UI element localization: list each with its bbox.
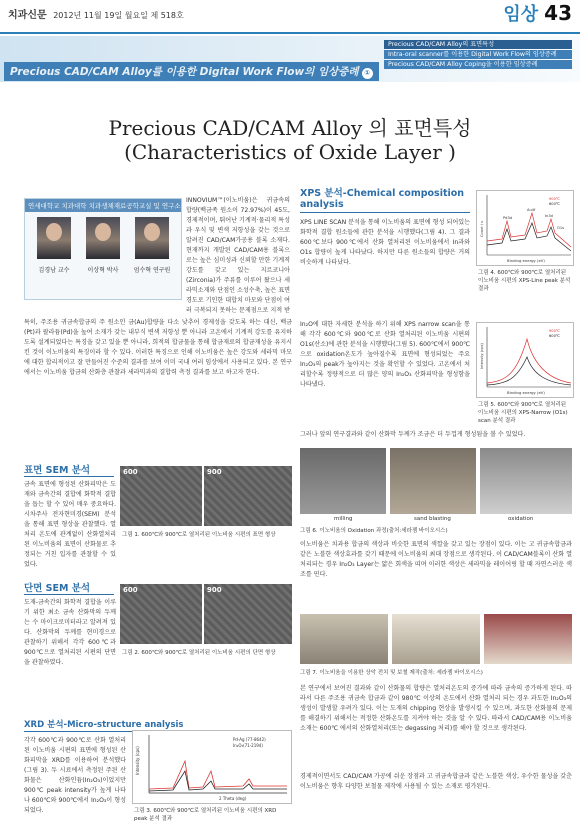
photo-label: sand blasting bbox=[414, 516, 451, 522]
photo-milling bbox=[300, 448, 386, 514]
figure-5-caption: 그림 5. 600℃와 900℃로 열처리된 이노비움 시편의 XPS-Narrow (O1s) scan 분석 결과 bbox=[478, 402, 568, 424]
photo-oxidation bbox=[480, 448, 572, 514]
xps-xlabel: Binding energy (eV) bbox=[507, 258, 545, 263]
sem-paragraph: 금속 표면에 형성된 산화피막은 도재와 금속간의 결합에 화학적 결합을 돕는 할 수 있어 매우 중요하다. 시차주사 전자현미경(SEM) 분석을 통해 표면 형상을 관찰했다. 열처리 온도에 관계없이 산화열처리된 이노비움의 표면이 산화물로 추정되는 거친 입자를 관찰할 수 있었다. bbox=[24, 481, 116, 568]
xps-legend-600: 600℃ bbox=[549, 202, 560, 206]
author-box bbox=[24, 198, 182, 300]
intro-paragraph-2: 특히, 주조용 귀금속합금의 주 원소인 금(Au)합량을 다소 낮추어 경제성을 갖도록 하는 대신, 백금(Pt)과 팔라듐(Pd)을 높여 소재가 갖는 내부식 변색 저항성 뿐 아니라 고온에서 기계적 강도를 유지하도록 설계되었다는 특징을 갖고 있을 뿐 아니라, 희적의 합금물을 통해 합금재료의 합금재성을 유지시킨 것이 이노비움의 특징이라 할 수 있다. 이러한 특징으로 인해 이노비움은 높은 강도와 세라믹 마모에 대한 합리적이고 잘 만들어진 수준의 결과를 보여 이미 국내 여러 임상에서 사용되고 있다. 본 연구에서는 이노비움 합금의 산화층 관찰과 세라믹과의 결합력 측정 결과를 보고 하고자 한다. bbox=[24, 319, 292, 376]
section-heading-sem: 표면 SEM 분석 bbox=[24, 465, 91, 476]
article-title-main: Precious CAD/CAM Alloy 의 표면특성 bbox=[108, 116, 472, 140]
page-header-right bbox=[503, 0, 572, 26]
conclusion-paragraph: 본 연구에서 보여진 결과와 같이 산화물의 합량은 열처리온도의 증가에 따라 금속의 증가하게 된다. 따라서 다른 주조용 귀금속 합금과 같이 980℃ 이상의 온도에서 산화 열처리 되는 경우 과도한 In₂O₃의 생성이 발생할 우려가 있다. 이는 도재의 chipping 현상을 발생시킬 수 있으며, 과도한 산화물의 문제를 해결하기 위해서는 적정한 산화온도를 지켜야 하는 것을 알 수 있다. 따라서 CAD/CAM용 이노비움 소재는 600℃ 에서의 산화열처리(또는 degassing 처리)를 해야 할 것으로 생각된다. bbox=[300, 685, 572, 732]
issue-date: 2012년 11월 19일 월요일 제 518호 bbox=[53, 11, 184, 20]
article-title bbox=[0, 116, 580, 164]
photo-label: oxidation bbox=[508, 516, 534, 522]
section-rule bbox=[24, 594, 114, 595]
xrd-legend-2: In₂O₃(71-2194) bbox=[233, 743, 263, 748]
xps-peak-label: Pd3d bbox=[503, 216, 513, 220]
author-name: 김경남 교수 bbox=[38, 267, 70, 274]
cross-paragraph: 도재-금속간의 화학적 결합을 이루기 위한 최소 금속 산화막의 두께는 수 마이크로미터라고 알려져 있다. 산화막의 두께를 현미경으로 관찰하기 위해서 각각 600℃과 900℃으로 열처리된 시편의 단면을 관찰하였다. bbox=[24, 599, 116, 666]
newspaper-name: 치과신문 bbox=[8, 10, 47, 21]
intro-paragraph: INNOVIUM™(이노비움)은 귀금속의 합량(백금족 원소이 72.97%)이 45도, 경제적이며, 뛰어난 기계적·물리적 특성과 우식 및 변색 저항성을 갖는 것으로 알려진 CAD/CAM가공용 블록 소재다. 현재까지 개발된 CAD/CAM용 블록으로는 높은 심미성과 신뢰할 만한 기계적 강도를 갖고 있는 지르코니아(Zirconia)가 주류를 이루어 왔으나 세라믹소재와 단점인 소성수축, 높은 표면경도로 기인한 대합치 마모와 단점이 여러 극복되지 못하는 문제점으로 지적 받 bbox=[186, 197, 290, 314]
color-paragraph: 이노비움은 치과용 합금의 색상과 비슷한 표면의 색깔을 갖고 있는 장점이 있다. 이는 고 귀금속합금과 같은 노블한 색상효과를 갖기 때문에 이노비움의 최대 장점으로 생각된다. 이 CAD/CAM블록이 산화 열처리되는 경우 In₂O₃ Layer는 얇은 회색을 띠며 이러한 색상은 세라믹을 레이어링 할 때 자연스러운 색조를 띤다. bbox=[300, 541, 572, 578]
section-name: 임상 bbox=[503, 4, 539, 25]
figure-6-caption: 그림 6. 이노비움의 Oxidation 과정(출처:세라젬 바이오시스) bbox=[300, 528, 448, 534]
photo-label: milling bbox=[334, 516, 353, 522]
page-header-left bbox=[8, 6, 184, 21]
conclusion-paragraph-2: 경제적이면서도 CAD/CAM 가공에 쉬운 장점과 고 귀금속합금과 같은 노블한 색상, 우수한 물성을 갖춘 이노비움은 향후 다양한 보철물 제작에 사용될 수 있는 소재로 평가된다. bbox=[300, 773, 572, 790]
series-item: Precious CAD/CAM Alloy Coping을 이용한 임상증례 bbox=[384, 60, 572, 69]
series-number-badge: ① bbox=[362, 68, 373, 79]
xps-line-graph bbox=[476, 190, 574, 266]
section-rule bbox=[300, 212, 470, 213]
figure-1-caption: 그림 1. 600℃와 900℃로 열처리된 이노비움 시편의 표면 형상 bbox=[122, 532, 276, 538]
sem-image-600: 600 bbox=[120, 466, 202, 526]
figure-2-caption: 그림 2. 600℃와 900℃로 열처리된 이노비움 시편의 단면 형상 bbox=[122, 650, 276, 656]
sem-image-900: 900 bbox=[204, 466, 292, 526]
header-rule bbox=[0, 32, 580, 34]
author-photo bbox=[37, 217, 71, 259]
section-heading-cross: 단면 SEM 분석 bbox=[24, 583, 91, 594]
cross-image-600: 600 bbox=[120, 584, 202, 644]
xps-ylabel: Count / s bbox=[480, 220, 484, 237]
series-item: Intra-oral scanner를 이용한 Digital Work Flow의 임상증례 bbox=[384, 50, 572, 59]
series-title: Precious CAD/CAM Alloy를 이용한 Digital Work Flow의 임상증례 ① bbox=[4, 62, 379, 81]
figure-3-caption: 그림 3. 600℃와 900℃로 열처리된 이노비움 시편의 XRD peak 분석 결과 bbox=[134, 808, 277, 822]
xps-paragraph: XPS LINE SCAN 분석을 통해 이노비움의 표면에 형성 되어있는 화학적 결합 원소들에 관한 분석을 시행했다(그림 4). 그 결과 600℃보다 900℃에서 산화 열처리된 이노비움에서 In과와 O1s 합량이 높게 나타났다. 하지만 다른 원소들의 합량은 거의 비슷하게 나타났다. bbox=[300, 219, 470, 266]
author-name: 이상혁 박사 bbox=[87, 267, 119, 274]
photo-bridge-1 bbox=[300, 614, 388, 664]
xps-peak-label: O1s bbox=[557, 226, 564, 230]
xps-narrow-graph bbox=[476, 322, 574, 398]
xps2-legend-600: 600℃ bbox=[549, 334, 560, 338]
author-affiliation: 연세대학교 치과대학 치과생체재료공학교실 및 연구소 bbox=[25, 199, 181, 212]
author-name: 엄수혁 연구원 bbox=[133, 267, 171, 274]
section-heading-xrd: XRD 분석-Micro-structure analysis bbox=[24, 720, 184, 730]
xps-paragraph-2: In₂O에 대한 자세한 분석을 하기 위해 XPS narrow scan을 통해 각각 600℃와 900℃로 산화 열처리된 이노비움 시편의 O1s(산소)에 관한 분석을 시행했다(그림 5). 600℃에서 900℃으로 oxidation온도가 높아질수록 표면에 형성되었는 주요 In₂O₃의 peak가 높아지는 것을 확인할 수 있었다. 고온에서 처리할수록 정량적으로 더 많은 양의 In₂O₃ 산화피막을 형성함을 나타냈다. bbox=[300, 321, 470, 388]
section-rule bbox=[24, 476, 114, 477]
xps2-legend-900: 900℃ bbox=[549, 329, 560, 333]
article-title-sub: (Characteristics of Oxide Layer ) bbox=[124, 140, 456, 164]
photo-bridge-2 bbox=[392, 614, 480, 664]
cross-image-900: 900 bbox=[204, 584, 292, 644]
xrd-xlabel: 2 Theta (deg) bbox=[219, 796, 247, 801]
page-number: 43 bbox=[544, 1, 572, 25]
author-photo bbox=[86, 217, 120, 259]
photo-bridge-3 bbox=[484, 614, 572, 664]
xps-peak-label: In3d bbox=[545, 214, 553, 218]
author-photo bbox=[135, 217, 169, 259]
figure-7-caption: 그림 7. 이노비움을 이용한 상악 전치 및 보철 제작(출처: 세라젬 바이오시스) bbox=[300, 670, 483, 676]
xrd-graph-svg bbox=[133, 731, 291, 803]
figure-4-caption: 그림 4. 600℃와 900℃로 열처리된 이노비움 시편의 XPS-Line peak 분석 결과 bbox=[478, 270, 571, 292]
series-item: Precious CAD/CAM Alloy의 표면특성 bbox=[384, 40, 572, 49]
xrd-legend-1: Pd-Ag (77-8642) bbox=[233, 737, 266, 742]
xrd-paragraph: 각각 600℃과 900℃로 산화 열처리된 이노비움 시편의 표면에 형성된 산화피막을 XRD를 이용하여 분석했다(그림 3). 두 시료에서 측정된 주된 산화물은 산화인듐(In₂O₃)이었지만 900℃ peak intensity가 높게 나타나 600℃와 900℃에서 In₂O₃이 형성되었다. bbox=[24, 737, 126, 814]
photo-sand-blasting bbox=[390, 448, 476, 514]
xps2-xlabel: Binding energy (eV) bbox=[507, 390, 545, 395]
xps2-ylabel: Intensity (cps) bbox=[480, 343, 484, 369]
xps-peak-label: Au4f bbox=[527, 208, 536, 212]
xps-legend-900: 900℃ bbox=[549, 197, 560, 201]
section-heading-xps: XPS 분석-Chemical composition analysis bbox=[300, 188, 465, 210]
xps-paragraph-3: 그러나 앞의 연구결과와 같이 산화막 두께가 조금은 더 두껍게 형성됨을 볼 수 있었다. bbox=[300, 431, 526, 438]
xrd-ylabel: Intensity (cps) bbox=[135, 746, 140, 775]
xrd-graph bbox=[132, 730, 292, 804]
series-list bbox=[384, 40, 572, 70]
